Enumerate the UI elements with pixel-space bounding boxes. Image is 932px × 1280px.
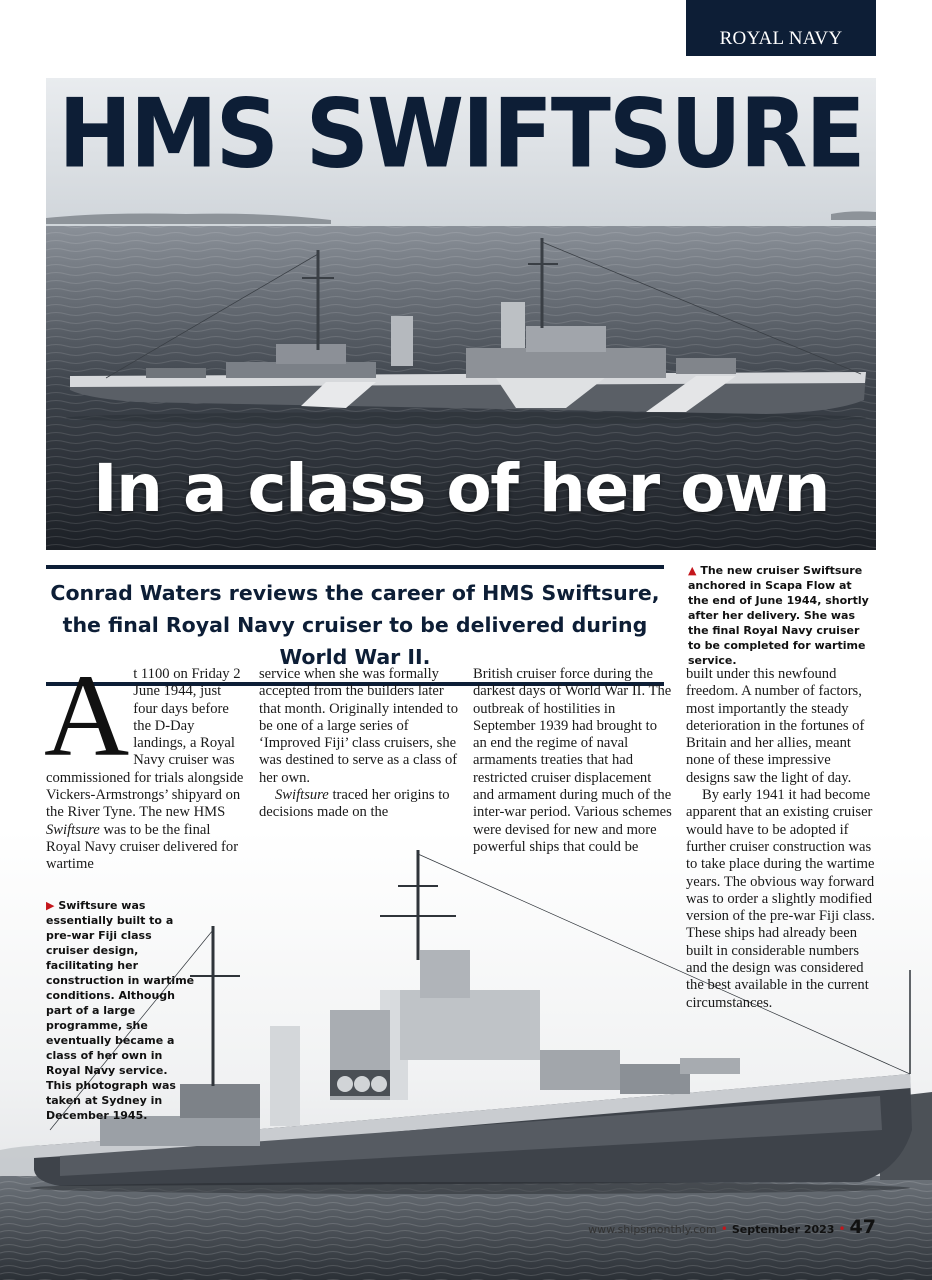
caption-bottom-text: Swiftsure was essentially built to a pre-war Fiji class cruiser design, facilitating her construction in wartime conditions. Although part of a large programme, she eventually became a class of her own in Royal Navy service. This photograph was taken at Sydney in December 1945. (46, 899, 195, 1122)
section-tab (686, 0, 876, 56)
body-paragraph-1 (44, 650, 246, 874)
body-column-1 (44, 650, 246, 874)
body-text: traced her origins to decisions made on the (259, 787, 450, 821)
drop-cap: A (44, 650, 130, 781)
ship-name: Swiftsure (46, 821, 100, 838)
caption-up-triangle-icon: ▲ (688, 564, 697, 577)
body-text: was to be the final Royal Navy cruiser delivered for wartime (46, 821, 239, 873)
caption-top-text: The new cruiser Swiftsure anchored in Scapa Flow at the end of June 1944, shortly after her delivery. She was the final Royal Navy cruiser to be completed for wartime service. (688, 564, 869, 667)
body-column-2 (259, 666, 459, 822)
body-paragraph-4: British cruiser force during the darkest days of World War II. The outbreak of hostilities in September 1939 had brought to an end the regime of naval armaments treaties that had restricted cruiser displacement and armament during much of the inter-war period. Various schemes were devised for new and more powerful ships that could be (473, 666, 672, 855)
body-column-3 (473, 666, 673, 856)
standfirst-text: Conrad Waters reviews the career of HMS Swiftsure, the final Royal Navy cruiser to be delivered during World War II. (50, 581, 660, 669)
footer-issue: September 2023 (731, 1223, 835, 1236)
body-paragraph-5: built under this newfound freedom. A number of factors, most importantly the steady deterioration in the fortunes of Britain and her allies, meant none of these impressive designs saw the light of day. (686, 666, 865, 786)
body-column-4 (686, 666, 878, 1012)
footer-url: www.shipsmonthly.com (588, 1223, 717, 1236)
article-subtitle: In a class of her own (93, 450, 829, 527)
caption-top (688, 563, 876, 668)
body-paragraph-2: service when she was formally accepted from the builders later that month. Originally intended to be one of a large series of ‘Improved Fiji’ class cruisers, she was destined to serve as a class of her own. (259, 666, 459, 786)
footer-dot-icon: • (838, 1222, 846, 1236)
body-text: t 1100 on Friday 2 June 1944, just four days before the D-Day landings, a Royal Navy cruiser was commissioned for trials alongside Vickers-Armstrongs’ shipyard on the River Tyne. The new HMS (46, 666, 244, 821)
hero-photo (46, 78, 876, 550)
standfirst-top-rule (46, 565, 664, 569)
body-paragraph-6: By early 1941 it had become apparent that an existing cruiser would have to be adopted if further cruiser construction was to take place during the wartime years. The obvious way forward was to order a slightly modified version of the pre-war Fiji class. These ships had already been built in considerable numbers and the design was considered the best available in the current circumstances. (686, 787, 875, 1011)
caption-bottom (46, 898, 196, 1123)
section-tab-label: ROYAL NAVY (719, 28, 843, 49)
caption-right-triangle-icon: ▶ (46, 899, 55, 912)
article-title: HMS SWIFTSURE (58, 78, 864, 190)
body-paragraph-3 (259, 787, 459, 822)
ship-name: Swiftsure (275, 787, 329, 804)
page-footer (588, 1216, 876, 1238)
footer-dot-icon: • (720, 1222, 728, 1236)
page-number: 47 (849, 1216, 876, 1238)
